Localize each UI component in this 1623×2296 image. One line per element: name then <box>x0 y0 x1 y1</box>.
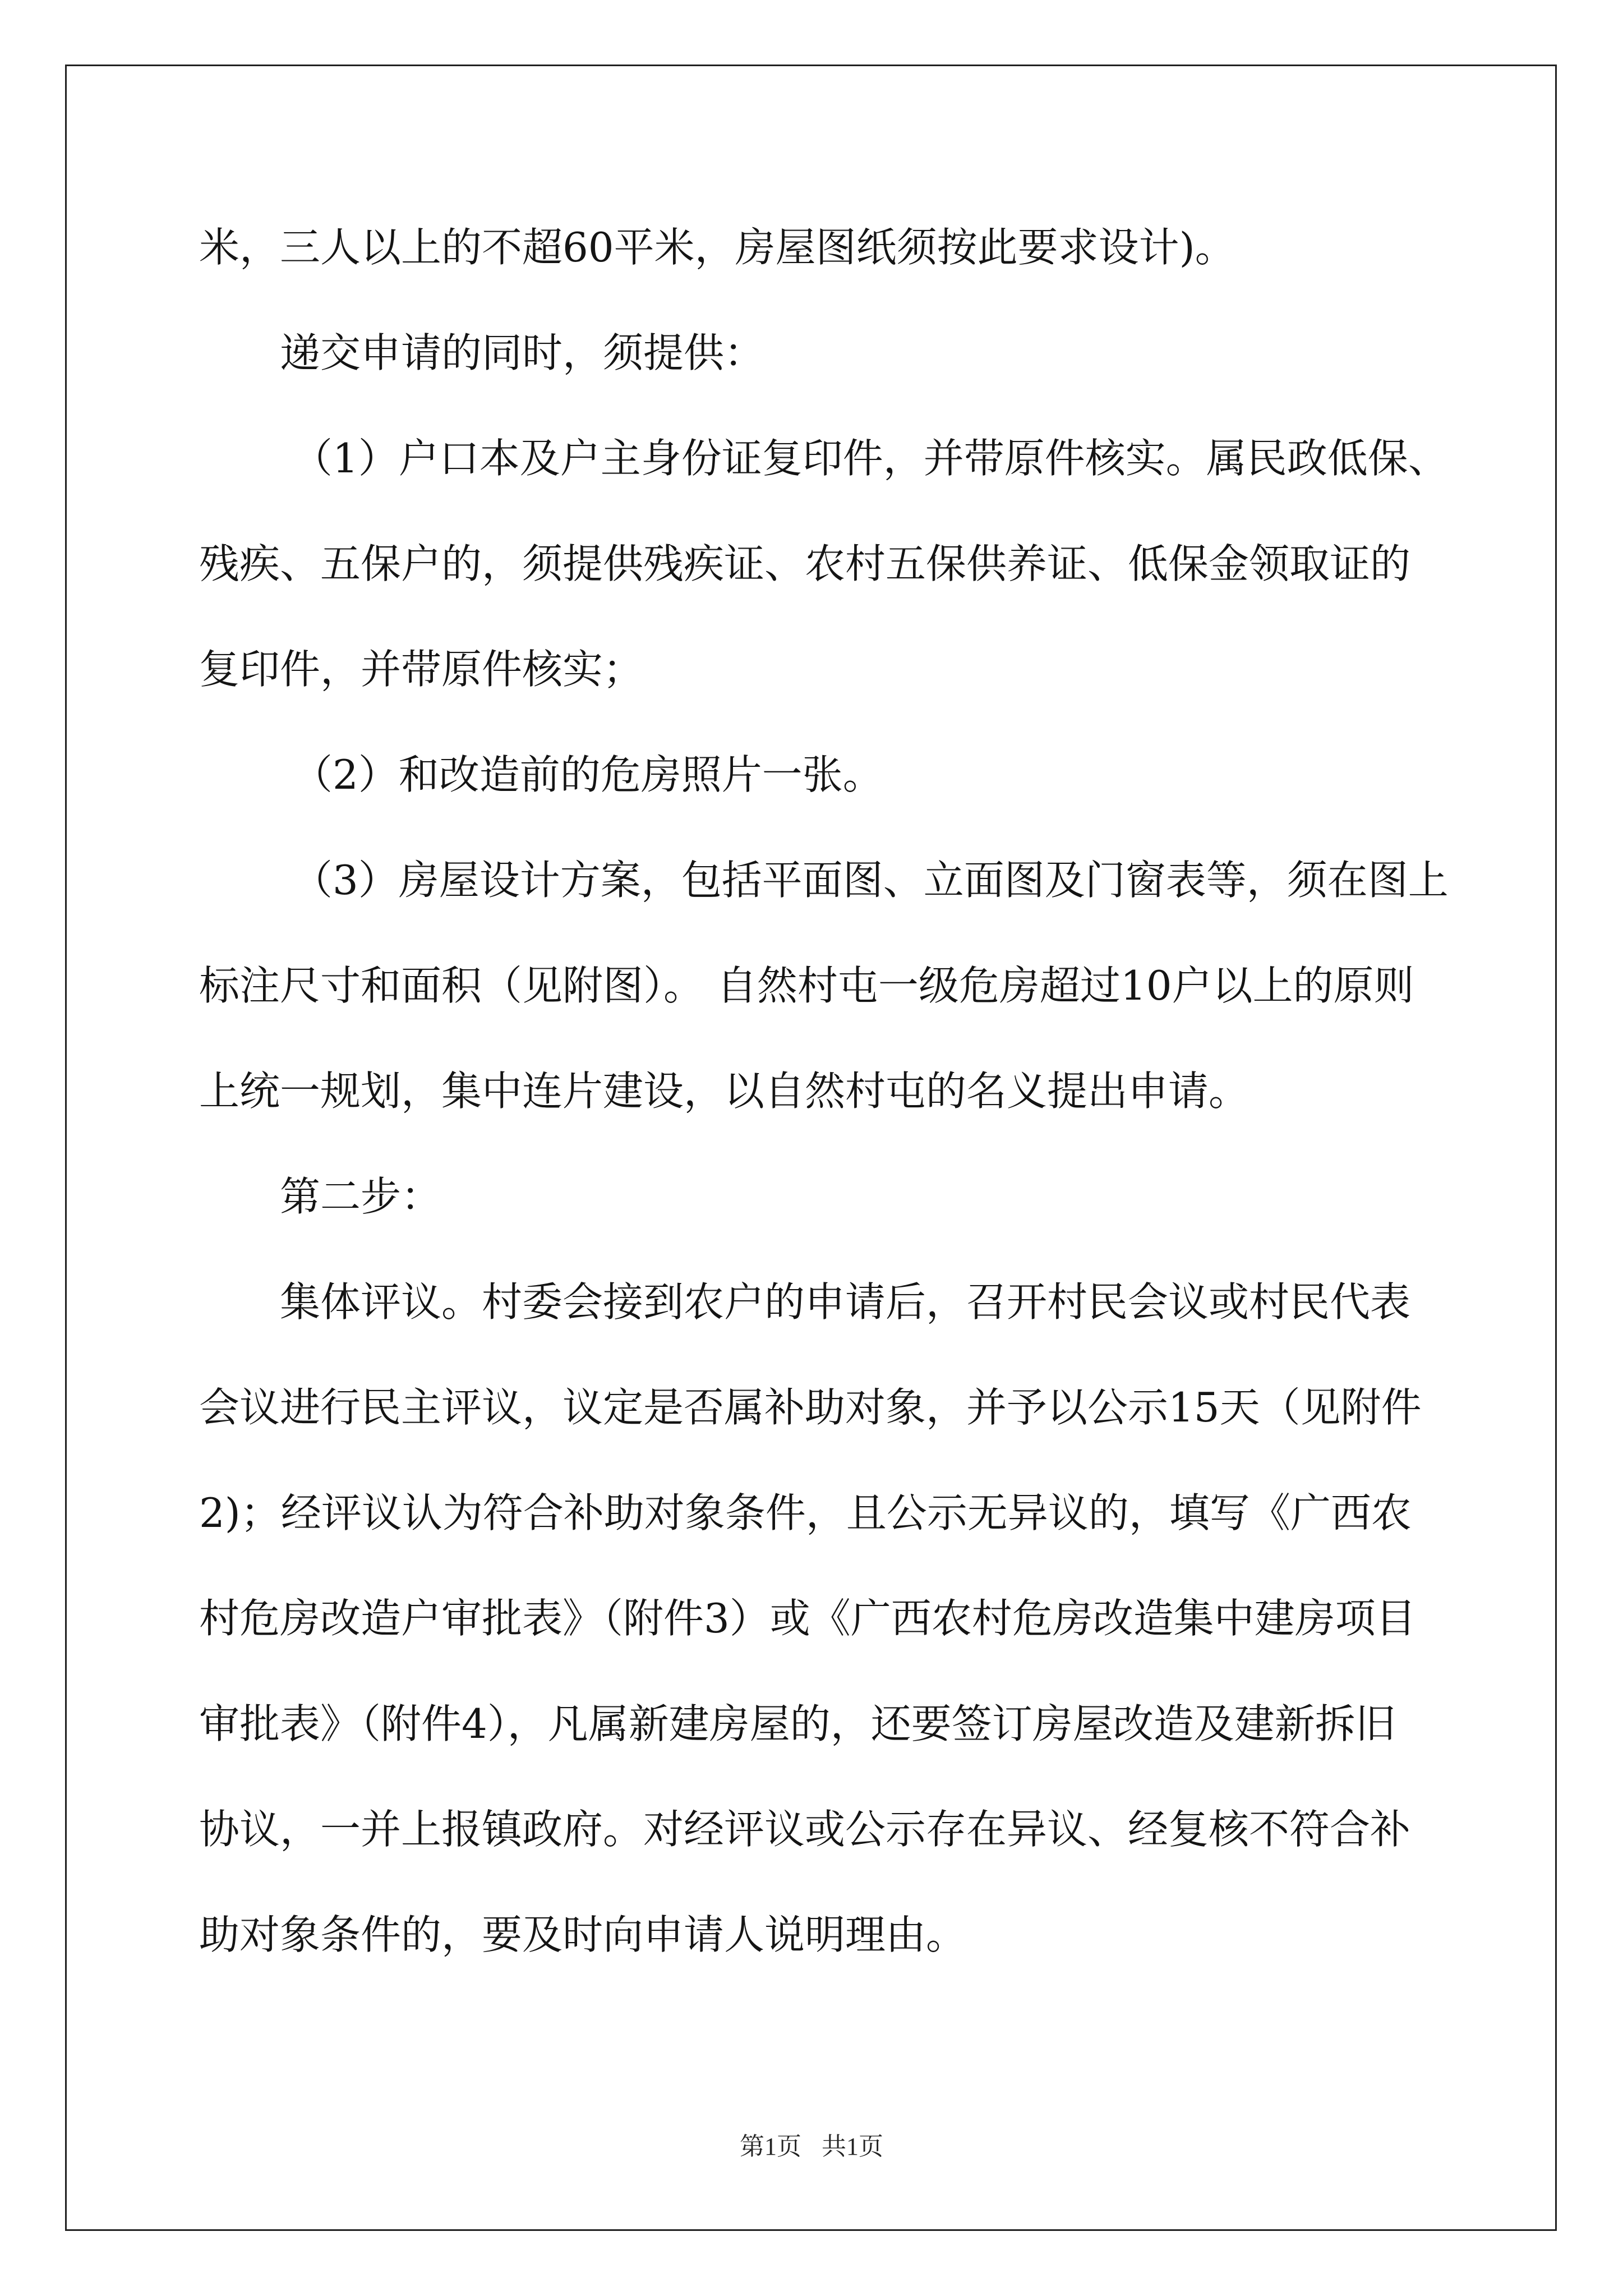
text-line: 复印件，并带原件核实； <box>199 646 644 693</box>
page-footer <box>0 2130 1623 2164</box>
text-line: 村危房改造户审批表》（附件3）或《广西农村危房改造集中建房项目 <box>199 1595 1416 1642</box>
text-line: （2）和改造前的危房照片一张。 <box>292 751 883 798</box>
text-line: 2)；经评议认为符合补助对象条件，且公示无异议的，填写《广西农 <box>199 1489 1412 1536</box>
text-line: 助对象条件的，要及时向申请人说明理由。 <box>199 1911 967 1958</box>
text-line: 审批表》（附件4），凡属新建房屋的，还要签订房屋改造及建新拆旧 <box>199 1700 1396 1747</box>
text-line: 上统一规划，集中连片建设，以自然村屯的名义提出申请。 <box>199 1068 1249 1115</box>
text-line: （1）户口本及户主身份证复印件，并带原件核实。属民政低保、 <box>292 435 1449 482</box>
text-line: 集体评议。村委会接到农户的申请后，召开村民会议或村民代表 <box>280 1278 1411 1326</box>
text-line: 会议进行民主评议，议定是否属补助对象，并予以公示15天（见附件 <box>199 1384 1422 1431</box>
section-heading: 第二步： <box>280 1173 442 1220</box>
page-number: 第1页 <box>740 2133 801 2160</box>
text-line: 标注尺寸和面积（见附图）。 自然村屯一级危房超过10户以上的原则 <box>199 962 1414 1009</box>
text-line: 残疾、五保户的，须提供残疾证、农村五保供养证、低保金领取证的 <box>199 540 1411 587</box>
text-line: （3）房屋设计方案，包括平面图、立面图及门窗表等，须在图上 <box>292 857 1449 904</box>
page-total: 共1页 <box>822 2133 883 2160</box>
text-line: 递交申请的同时，须提供： <box>280 329 765 376</box>
text-line: 米，三人以上的不超60平米，房屋图纸须按此要求设计)。 <box>199 224 1235 271</box>
text-line: 协议，一并上报镇政府。对经评议或公示存在异议、经复核不符合补 <box>199 1806 1411 1853</box>
page-border <box>65 65 1557 2231</box>
